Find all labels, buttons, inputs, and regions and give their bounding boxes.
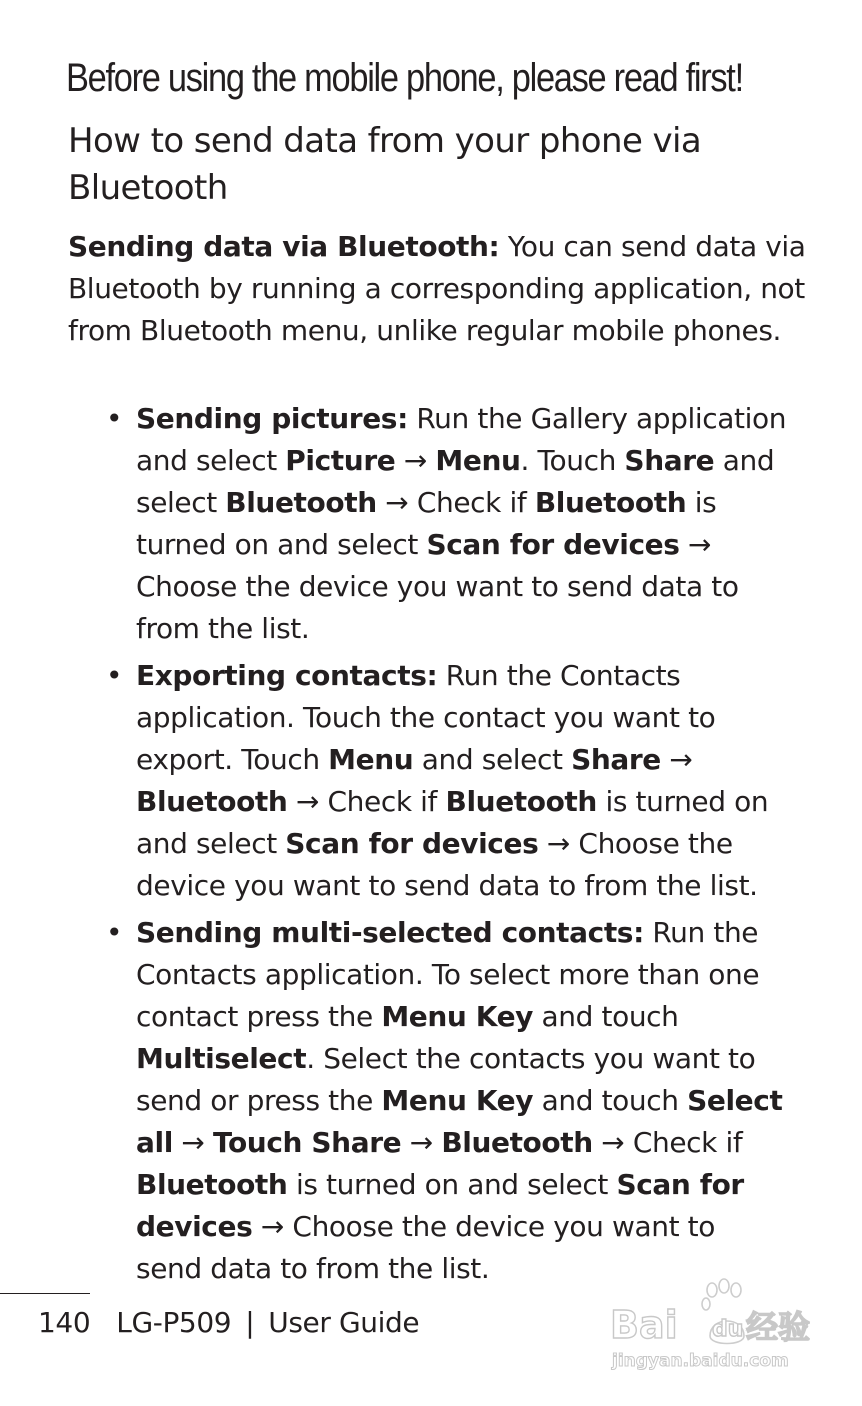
- text-run: Choose the device you want to send data to from the list.: [136, 1210, 715, 1285]
- arrow-glyph: →: [669, 743, 693, 776]
- bullet-exporting-contacts: [68, 655, 788, 907]
- menu-term: Select all: [136, 1084, 783, 1159]
- menu-term: Picture: [285, 444, 396, 477]
- text-run: . Select the contacts you want to send or press the: [136, 1042, 756, 1117]
- menu-term: Bluetooth: [445, 785, 597, 818]
- menu-term: Share: [624, 444, 715, 477]
- baidu-watermark-logo: [606, 1276, 816, 1376]
- menu-term: Touch Share: [212, 1126, 402, 1159]
- footer-rule: [0, 1293, 90, 1294]
- footer-guide: User Guide: [268, 1306, 420, 1339]
- arrow-glyph: →: [385, 486, 409, 519]
- section-title: How to send data from your phone via Bluetooth: [68, 121, 702, 208]
- page-footer: [38, 1302, 419, 1344]
- menu-term: Menu Key: [381, 1000, 534, 1033]
- page-number: 140: [38, 1306, 91, 1339]
- bullet-dot: •: [106, 402, 123, 435]
- menu-term: Share: [571, 743, 661, 776]
- arrow-glyph: →: [181, 1126, 205, 1159]
- footer-separator: |: [245, 1306, 255, 1339]
- intro-lead: Sending data via Bluetooth:: [68, 230, 500, 263]
- arrow-glyph: →: [260, 1210, 284, 1243]
- menu-term: Menu: [328, 743, 414, 776]
- menu-term: Bluetooth: [441, 1126, 593, 1159]
- menu-term: Bluetooth: [136, 785, 288, 818]
- text-run: Check if: [319, 785, 446, 818]
- text-run: and select: [413, 743, 572, 776]
- text-run: is turned on and select: [136, 785, 769, 860]
- text-run: is turned on and select: [287, 1168, 617, 1201]
- watermark-brand-c: 经验: [746, 1308, 811, 1346]
- bullet-list: [68, 398, 788, 1295]
- text-run: Run the Contacts application. Touch the contact you want to export. Touch: [136, 659, 716, 776]
- watermark-url: jingyan.baidu.com: [612, 1351, 789, 1371]
- bullet-dot: •: [106, 916, 123, 949]
- menu-term: Bluetooth: [225, 486, 377, 519]
- text-run: Run the Contacts application. To select more than one contact press the: [136, 916, 760, 1033]
- arrow-glyph: →: [601, 1126, 625, 1159]
- menu-term: Scan for devices: [285, 827, 539, 860]
- watermark-brand-a: Bai: [610, 1303, 678, 1347]
- text-run: and touch: [533, 1084, 688, 1117]
- intro-paragraph: [68, 226, 808, 352]
- menu-term: Bluetooth: [136, 1168, 288, 1201]
- bullet-sending-pictures: [68, 398, 788, 650]
- text-run: Choose the device you want to send data to from the list.: [136, 570, 739, 645]
- text-run: is turned on and select: [136, 486, 717, 561]
- text-run: Run the Gallery application and select: [136, 402, 787, 477]
- arrow-glyph: →: [409, 1126, 433, 1159]
- bullet-dot: •: [106, 659, 123, 692]
- text-run: Check if: [408, 486, 535, 519]
- arrow-glyph: →: [688, 528, 712, 561]
- menu-term: Bluetooth: [534, 486, 687, 519]
- arrow-glyph: →: [403, 444, 427, 477]
- bullet-lead: Sending pictures:: [136, 402, 408, 435]
- menu-term: Scan for devices: [426, 528, 680, 561]
- menu-term: Multiselect: [136, 1042, 307, 1075]
- intro-text: You can send data via Bluetooth by running a corresponding application, not from Bluetooth menu, unlike regular mobile phones.: [68, 230, 806, 347]
- menu-term: Scan for devices: [136, 1168, 744, 1243]
- bullet-multi-selected-contacts: [68, 912, 788, 1290]
- bullet-lead: Exporting contacts:: [136, 659, 438, 692]
- footer-model: LG-P509: [116, 1306, 232, 1339]
- bullet-lead: Sending multi-selected contacts:: [136, 916, 644, 949]
- arrow-glyph: →: [546, 827, 570, 860]
- text-run: and touch: [533, 1000, 679, 1033]
- watermark-brand-b: du: [712, 1317, 744, 1342]
- arrow-glyph: →: [295, 785, 320, 818]
- chapter-title: Before using the mobile phone, please read first!: [66, 56, 743, 100]
- text-run: . Touch: [520, 444, 625, 477]
- text-run: Check if: [624, 1126, 743, 1159]
- menu-term: Menu: [435, 444, 521, 477]
- text-run: Choose the device you want to send data to from the list.: [136, 827, 758, 902]
- text-run: and select: [136, 444, 775, 519]
- menu-term: Menu Key: [381, 1084, 534, 1117]
